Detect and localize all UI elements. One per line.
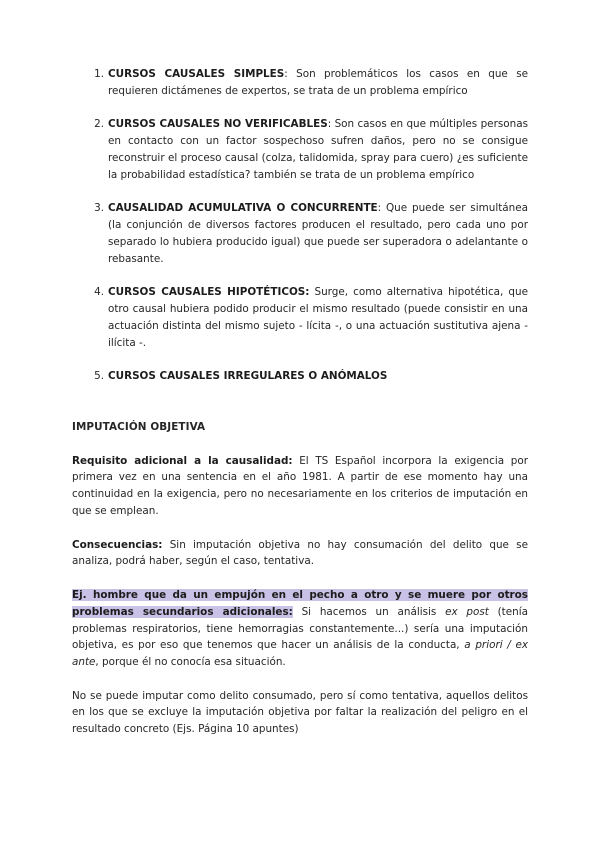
list-number: 4. [94,286,104,299]
list-number: 2. [94,118,104,131]
paragraph-text: Sin imputación objetiva no hay consumación del delito que se analiza, podrá haber, según el caso, tentativa. [72,538,528,568]
list-item [94,116,528,183]
paragraph-label: Requisito adicional a la causalidad: [72,454,293,467]
list-item-text: : Que puede ser simultánea (la conjunción de diversos factores producen el resultado, pero cada uno por separado lo hubiera producido igual) que puede ser superadora o adelantante o rebasante. [108,202,528,265]
example-label: Ej. hombre que da un empujón en el pecho a otro y se muere por otros problemas secundarios adicionales: [72,588,528,618]
paragraph-example [72,587,528,671]
list-item-title: CURSOS CAUSALES SIMPLES [108,68,285,80]
document-body [72,66,528,755]
list-item-text: : Son casos en que múltiples personas en contacto con un factor sospechoso sufren daños, pero no se consigue reconstruir el proceso causal (colza, talidomida, spray para cuero) ¿es suficiente la probabilidad estadística? también se trata de un problema empírico [108,118,528,181]
list-item-title: CURSOS CAUSALES IRREGULARES O ANÓMALOS [108,370,388,383]
list-item [94,284,528,351]
paragraph-text: , porque él no conocía esa situación. [95,656,286,669]
list-item [94,200,528,267]
list-item-title: CURSOS CAUSALES NO VERIFICABLES [108,118,328,131]
paragraph-consecuencias [72,537,528,571]
list-item-title: CURSOS CAUSALES HIPOTÉTICOS: [108,286,310,299]
paragraph-requisito [72,453,528,520]
list-item-text: : Son problemáticos los casos en que se requieren dictámenes de expertos, se trata de un problema empírico [108,68,528,97]
paragraph-text: El TS Español incorpora la exigencia por primera vez en una sentencia en el año 1981. A partir de ese momento hay una continuidad en la exigencia, pero no necesariamente en los criterios de imputación en que se emplean. [72,454,528,517]
list-item [94,66,528,100]
paragraph-text: (tenía problemas respiratorios, tiene hemorragias constantemente...) sería una imputación objetiva, es por eso que tenemos que hacer un análisis de la conducta, [72,605,528,652]
paragraph-label: Consecuencias: [72,538,163,551]
paragraph-tentativa: No se puede imputar como delito consumado, pero sí como tentativa, aquellos delitos en los que se excluye la imputación objetiva por faltar la realización del peligro en el resultado concreto (Ejs. Página 10 apuntes) [72,689,528,736]
italic-term: ex post [445,605,489,618]
list-number: 3. [94,202,104,215]
paragraph-text: Si hacemos un análisis [292,605,446,618]
section-spacer [72,402,528,419]
list-number: 1. [94,68,104,80]
italic-term: a priori / ex ante [72,639,528,669]
section-heading: IMPUTACIÓN OBJETIVA [72,420,206,433]
list-item [94,368,528,385]
list-item-text: Surge, como alternativa hipotética, que otro causal hubiera podido producir el mismo resultado (puede consistir en una actuación distinta del mismo sujeto - lícita -, o una actuación sustitutiva ajena - ilícita -. [108,286,528,349]
list-number: 5. [94,370,104,383]
causal-courses-list [72,66,528,385]
list-item-title: CAUSALIDAD ACUMULATIVA O CONCURRENTE [108,202,378,215]
